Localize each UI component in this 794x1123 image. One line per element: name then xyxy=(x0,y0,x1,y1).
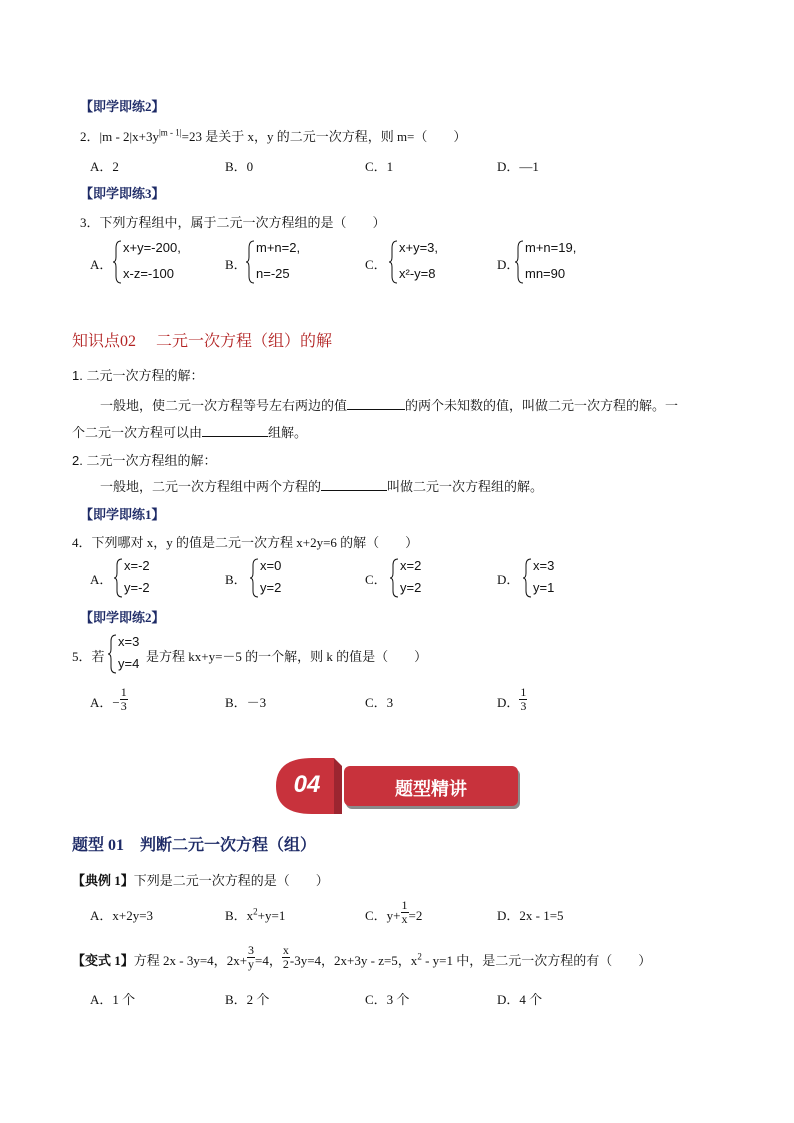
paragraph-text: 个二元一次方程可以由 xyxy=(72,425,203,440)
equation-line-1: x+y=3, xyxy=(399,240,439,255)
fill-blank[interactable] xyxy=(321,478,387,491)
equation-line-1: x=3 xyxy=(533,558,555,573)
option-a[interactable]: A．x+2y=3 xyxy=(90,908,154,923)
denominator: 2 xyxy=(282,956,289,971)
question-2 xyxy=(80,126,466,145)
brace-icon xyxy=(523,558,533,598)
numerator: x xyxy=(282,942,289,957)
option-c[interactable]: C．3 个 xyxy=(365,992,410,1007)
option-value: －3 xyxy=(246,695,267,710)
denominator: x xyxy=(401,911,408,926)
paragraph-text: 叫做二元一次方程组的解。 xyxy=(387,479,544,494)
paragraph-title: 2. 二元一次方程组的解： xyxy=(72,453,217,468)
fraction xyxy=(519,686,527,713)
question-5: 是方程 kx+y=－5 的一个解，则 k 的值是（ ） xyxy=(146,649,428,664)
option-text: C．y+ xyxy=(365,908,401,923)
paragraph-line xyxy=(100,476,543,495)
numerator: 3 xyxy=(248,942,255,957)
option-b-label[interactable]: B． xyxy=(225,572,247,587)
question-expression: |m - 2|x+3y xyxy=(99,129,159,144)
option-d[interactable] xyxy=(497,684,527,713)
option-text: B．x xyxy=(225,908,254,923)
option-b[interactable]: B．2 个 xyxy=(225,992,270,1007)
option-label: C． xyxy=(365,695,387,710)
banner-number: 04 xyxy=(293,771,321,798)
option-a[interactable]: A．2 xyxy=(90,159,119,174)
variant-1 xyxy=(72,942,652,971)
option-label: A． xyxy=(90,695,113,710)
option-d[interactable]: D．—1 xyxy=(497,159,539,174)
option-b[interactable]: B．0 xyxy=(225,159,254,174)
option-c-label[interactable]: C． xyxy=(365,257,387,272)
equation-line-2: y=2 xyxy=(260,580,282,595)
equation-system-d[interactable] xyxy=(523,558,603,598)
fraction xyxy=(401,899,409,926)
equation-system xyxy=(108,634,148,674)
equation-line-2: y=-2 xyxy=(124,580,150,595)
option-text: =2 xyxy=(408,908,423,923)
numerator: 1 xyxy=(120,684,127,699)
option-a[interactable]: A．1 个 xyxy=(90,992,136,1007)
brace-icon xyxy=(113,240,123,284)
denominator: 3 xyxy=(520,698,527,713)
equation-line-2: y=4 xyxy=(118,656,140,671)
question-number: 5．若 xyxy=(72,649,105,664)
option-value: 3 xyxy=(386,695,394,710)
option-c[interactable]: C．1 xyxy=(365,159,394,174)
option-text: +y=1 xyxy=(257,908,286,923)
brace-icon xyxy=(250,558,260,598)
option-c[interactable] xyxy=(365,897,423,926)
question-number: 2． xyxy=(80,129,100,144)
option-a[interactable] xyxy=(90,684,128,713)
paragraph-line xyxy=(100,395,678,414)
fraction xyxy=(247,944,255,971)
banner-label: 题型精讲 xyxy=(395,779,467,800)
paragraph-title: 1. 二元一次方程的解： xyxy=(72,368,204,383)
equation-system-d[interactable] xyxy=(515,240,615,284)
brace-icon xyxy=(114,558,124,598)
option-c-label[interactable]: C． xyxy=(365,572,387,587)
option-b[interactable] xyxy=(225,905,285,924)
paragraph-text: 一般地，二元一次方程组中两个方程的 xyxy=(100,479,322,494)
variant-text: - y=1 中，是二元一次方程的有（ ） xyxy=(421,953,652,968)
practice-tag: 【即学即练2】 xyxy=(80,99,165,114)
section-title: 知识点02 二元一次方程（组）的解 xyxy=(72,333,333,350)
option-label: D． xyxy=(497,695,520,710)
equation-line-1: x=0 xyxy=(260,558,282,573)
variant-text: -3y=4，2x+3y - z=5，x xyxy=(289,953,418,968)
paragraph-text: 一般地，使二元一次方程等号左右两边的值 xyxy=(100,398,348,413)
option-c[interactable] xyxy=(365,692,393,711)
option-b-label[interactable]: B． xyxy=(225,257,247,272)
equation-line-2: x²-y=8 xyxy=(399,266,436,281)
fraction xyxy=(120,686,128,713)
denominator: 3 xyxy=(120,698,127,713)
question-3: 3．下列方程组中，属于二元一次方程组的是（ ） xyxy=(80,215,386,230)
brace-icon xyxy=(515,240,525,284)
exponent: 2 xyxy=(417,951,422,962)
equation-system-b[interactable] xyxy=(246,240,346,284)
option-d[interactable]: D．4 个 xyxy=(497,992,543,1007)
variant-text: =4， xyxy=(255,953,282,968)
equation-line-2: y=2 xyxy=(400,580,422,595)
practice-tag: 【即学即练3】 xyxy=(80,186,165,201)
option-d[interactable]: D．2x - 1=5 xyxy=(497,908,564,923)
equation-system-b[interactable] xyxy=(250,558,330,598)
option-a-label[interactable]: A． xyxy=(90,572,113,587)
option-b[interactable] xyxy=(225,692,266,711)
brace-icon xyxy=(246,240,256,284)
question-exponent: |m - 1| xyxy=(159,127,182,138)
paragraph-text: 组解。 xyxy=(268,425,308,440)
equation-line-1: x=3 xyxy=(118,634,140,649)
equation-line-1: m+n=19, xyxy=(525,240,577,255)
equation-system-a[interactable] xyxy=(113,240,213,284)
paragraph-line xyxy=(72,422,307,441)
equation-line-2: x-z=-100 xyxy=(123,266,174,281)
fraction xyxy=(282,944,290,971)
paragraph-text: 的两个未知数的值，叫做二元一次方程的解。一 xyxy=(405,398,679,413)
brace-icon xyxy=(389,240,399,284)
equation-line-2: mn=90 xyxy=(525,266,566,281)
practice-tag: 【即学即练1】 xyxy=(80,507,165,522)
equation-system-c[interactable] xyxy=(390,558,470,598)
option-d-label[interactable]: D． xyxy=(497,257,520,272)
question-text: =23 是关于 x，y 的二元一次方程，则 m=（ ） xyxy=(181,129,467,144)
equation-line-1: x=-2 xyxy=(124,558,150,573)
section-banner xyxy=(272,756,522,818)
example-1 xyxy=(72,870,329,889)
minus-sign: − xyxy=(112,695,120,710)
option-a-label[interactable]: A． xyxy=(90,257,113,272)
numerator: 1 xyxy=(401,897,408,912)
equation-line-1: x+y=-200, xyxy=(123,240,181,255)
option-d-label[interactable]: D． xyxy=(497,572,520,587)
brace-icon xyxy=(390,558,400,598)
fill-blank[interactable] xyxy=(202,424,268,437)
brace-icon xyxy=(108,634,118,674)
variant-tag: 【变式 1】 xyxy=(72,953,134,968)
fill-blank[interactable] xyxy=(347,397,405,410)
equation-line-2: n=-25 xyxy=(256,266,290,281)
numerator: 1 xyxy=(520,684,527,699)
equation-line-1: x=2 xyxy=(400,558,422,573)
example-question: 下列是二元一次方程的是（ ） xyxy=(133,873,329,888)
equation-system-c[interactable] xyxy=(389,240,489,284)
exponent: 2 xyxy=(253,906,258,917)
variant-text: 2x+ xyxy=(226,953,248,968)
equation-line-1: m+n=2, xyxy=(256,240,301,255)
type-title: 题型 01 判断二元一次方程（组） xyxy=(72,837,317,854)
denominator: y xyxy=(248,956,255,971)
example-tag: 【典例 1】 xyxy=(72,873,134,888)
practice-tag: 【即学即练2】 xyxy=(80,610,165,625)
variant-text: 方程 2x - 3y=4， xyxy=(133,953,227,968)
option-label: B． xyxy=(225,695,247,710)
question-4: 4．下列哪对 x，y 的值是二元一次方程 x+2y=6 的解（ ） xyxy=(72,535,419,550)
equation-system-a[interactable] xyxy=(114,558,194,598)
equation-line-2: y=1 xyxy=(533,580,555,595)
